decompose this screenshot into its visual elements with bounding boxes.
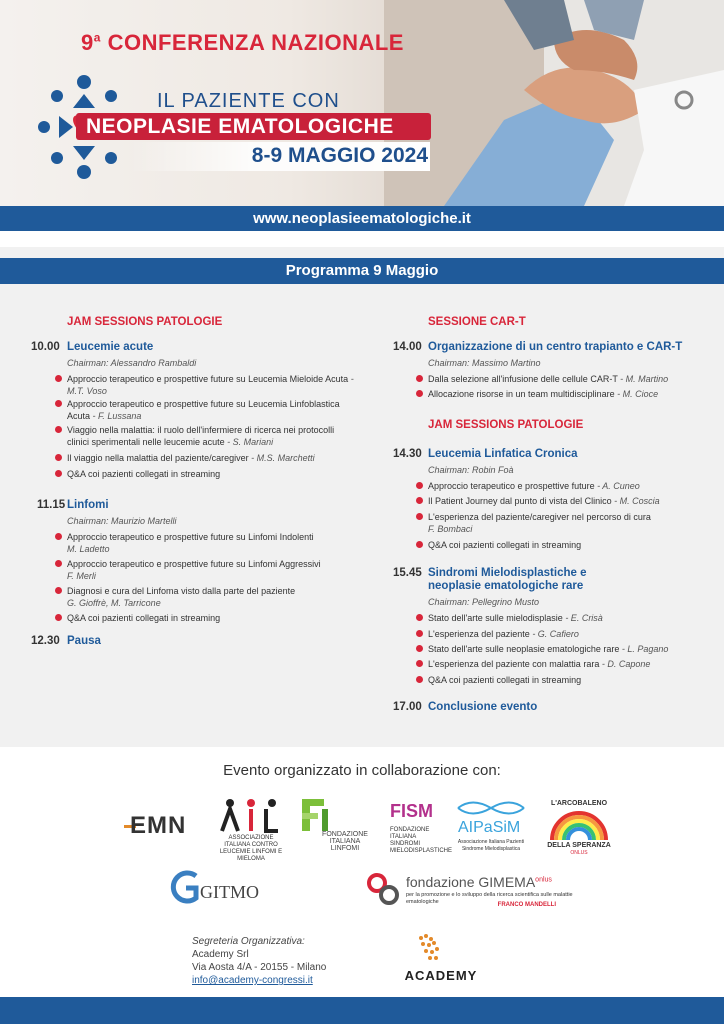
session-title: Leucemia Linfatica Cronica [428,448,578,460]
aipasim-logo: AIPaSiM Associazione Italiana Pazienti Sindrome Mielodisplastica [454,797,528,861]
list-item: Approccio terapeutico e prospettive future su Leucemia Mieloide Acuta - M.T. Voso [67,373,357,397]
session-title: Sindromi Mielodisplastiche e [428,567,587,579]
session-chairman: Chairman: Robin Foà [428,465,514,475]
fism-logo: FISM FONDAZIONE ITALIANA SINDROMI MIELODISPLASTICHE [390,801,453,854]
dates-bar [130,142,430,171]
subtitle: IL PAZIENTE CON [157,90,340,112]
bullet-icon [55,560,62,567]
list-item: Approccio terapeutico e prospettive future - A. Cuneo [428,480,718,492]
secretariat-company: Academy Srl [192,949,249,960]
bullet-icon [416,660,423,667]
list-item: Viaggio nella malattia: il ruolo dell'infermiere di ricerca nei protocolli clinici sperimentali nelle leucemie acute - S. Mariani [67,424,357,448]
emn-logo: EMN [124,812,204,842]
website-link[interactable]: www.neoplasieematologiche.it [253,210,471,227]
secretariat-label: Segreteria Organizzativa: [192,936,305,947]
bullet-icon [55,470,62,477]
list-item: Stato dell'arte sulle mielodisplasie - E. Crisà [428,612,718,624]
session-time: 12.30 [31,635,60,647]
session-title-line2: neoplasie ematologiche rare [428,580,584,592]
session-time: 14.00 [393,341,422,353]
session-time: 10.00 [31,341,60,353]
secretariat-address: Via Aosta 4/A - 20155 - Milano [192,962,327,973]
session-title: Linfomi [67,499,109,511]
list-item: Allocazione risorse in un team multidisciplinare - M. Cioce [428,388,718,400]
list-item: Approccio terapeutico e prospettive future su Linfomi Indolenti M. Ladetto [67,531,357,555]
list-item: L'esperienza del paziente con malattia rara - D. Capone [428,658,718,670]
session-time: 17.00 [393,701,422,713]
hands-photo [384,0,724,206]
bullet-icon [416,497,423,504]
conference-title: 9$^a$ CONFERENZA NAZIONALE [81,30,404,55]
bullet-icon [416,645,423,652]
bullet-icon [55,614,62,621]
bullet-icon [55,426,62,433]
bullet-icon [55,587,62,594]
list-item: Dalla selezione all'infusione delle cellule CAR-T - M. Martino [428,373,718,385]
session-chairman: Chairman: Pellegrino Musto [428,597,540,607]
gitmo-logo: GITMO [166,868,336,912]
list-item: Approccio terapeutico e prospettive future su Linfomi Aggressivi F. Merli [67,558,357,582]
bullet-icon [55,375,62,382]
ail-logo: ASSOCIAZIONE ITALIANA CONTRO LEUCEMIE LINFOMI E MIELOMA [216,797,286,859]
academy-label: ACADEMY [404,968,478,983]
list-item: L'esperienza del paziente/caregiver nel percorso di cura F. Bombaci [428,511,718,535]
program-title: Programma 9 Maggio [285,262,439,279]
main-title: NEOPLASIE EMATOLOGICHE [86,115,394,138]
bullet-icon [55,533,62,540]
section-heading-jam: JAM SESSIONS PATOLOGIE [67,316,223,328]
list-item: Q&A coi pazienti collegati in streaming [67,468,357,480]
academy-logo [391,932,491,984]
session-chairman: Chairman: Maurizio Martelli [67,516,177,526]
section-heading-jam: JAM SESSIONS PATOLOGIE [428,419,584,431]
list-item: Q&A coi pazienti collegati in streaming [67,612,357,624]
bullet-icon [416,541,423,548]
session-title: Leucemie acute [67,341,154,353]
bullet-icon [416,630,423,637]
session-title: Pausa [67,635,101,647]
bullet-icon [416,390,423,397]
list-item: Q&A coi pazienti collegati in streaming [428,674,718,686]
bullet-icon [55,400,62,407]
list-item: Q&A coi pazienti collegati in streaming [428,539,718,551]
bullet-icon [416,676,423,683]
list-item: Diagnosi e cura del Linfoma visto dalla parte del paziente G. Gioffrè, M. Tarricone [67,585,357,609]
list-item: Il viaggio nella malattia del paziente/caregiver - M.S. Marchetti [67,452,367,464]
gimema-logo: fondazione $GIMEMA^{onlus}$ per la promozione e lo sviluppo della ricerca scientifica sulle malattie ematologiche FRANCO MANDELLI [366,872,586,912]
section-heading-cart: SESSIONE CAR-T [428,316,526,328]
session-title: Organizzazione di un centro trapianto e CAR-T [428,341,683,353]
footer-bar [0,997,724,1024]
bullet-icon [55,454,62,461]
session-chairman: Chairman: Alessandro Rambaldi [67,358,197,368]
arcobaleno-logo: L'ARCOBALENO DELLA SPERANZA ONLUS [547,800,611,856]
academy-mark-icon [391,932,491,966]
session-time: 15.45 [393,567,422,579]
secretariat-block [192,935,326,987]
program-title-bar [0,258,724,284]
session-time: 14.30 [393,448,422,460]
fil-logo: FONDAZIONE ITALIANA LINFOMI [298,795,370,859]
bullet-icon [416,482,423,489]
website-bar [0,206,724,231]
list-item: Il Patient Journey dal punto di vista del Clinico - M. Coscia [428,495,718,507]
bullet-icon [416,513,423,520]
list-item: Approccio terapeutico e prospettive future su Leucemia Linfoblastica Acuta - F. Lussana [67,398,357,422]
list-item: Stato dell'arte sulle neoplasie ematologiche rare - L. Pagano [428,643,718,655]
bullet-icon [416,375,423,382]
bullet-icon [416,614,423,621]
main-title-bar [76,113,431,140]
session-title: Conclusione evento [428,701,538,713]
collaboration-heading: Evento organizzato in collaborazione con: [223,762,501,779]
secretariat-email[interactable]: info@academy-congressi.it [192,975,313,986]
list-item: L'esperienza del paziente - G. Cafiero [428,628,718,640]
session-chairman: Chairman: Massimo Martino [428,358,541,368]
event-dates: 8-9 MAGGIO 2024 [251,144,428,167]
session-time: 11.15 [37,499,66,511]
hero-banner [0,0,724,206]
